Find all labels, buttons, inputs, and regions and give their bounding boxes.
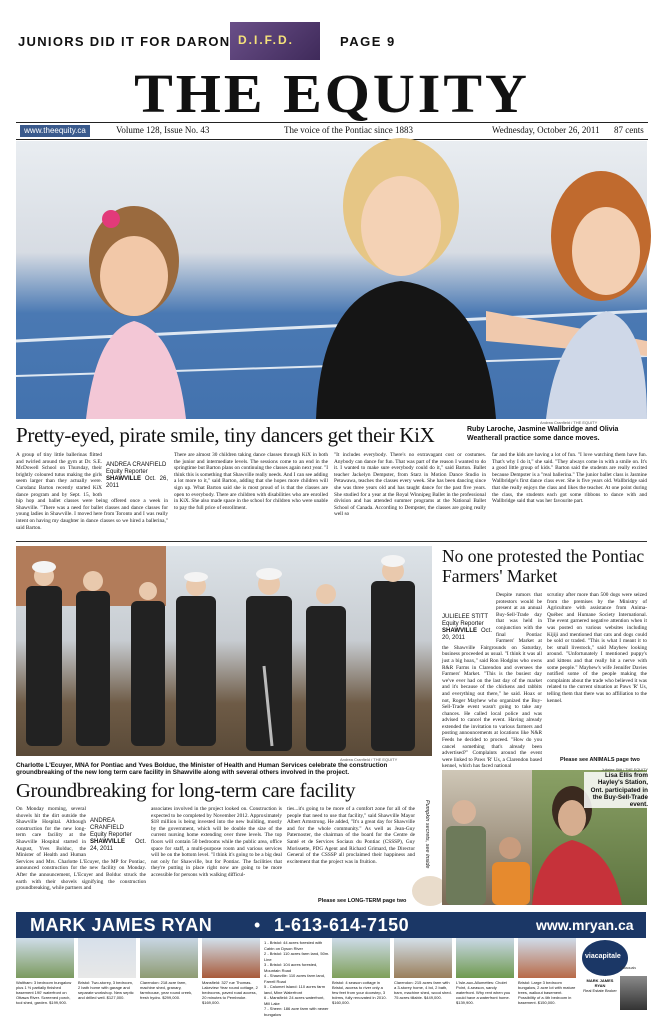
listing-photo-4[interactable] [202, 938, 260, 978]
market-figures [442, 770, 532, 905]
website-link[interactable]: www.theequity.ca [20, 125, 90, 137]
listing-text-6: Clarendon: 215 acres farm with a 3-storey home, 4 bd, 2 bath, barn, machine shed, wood shed. 75 acres tillable. $449,000. [394, 980, 452, 1000]
story2-byline [90, 818, 146, 853]
pumpkin-sidebar[interactable] [418, 800, 432, 886]
story3-byline-name: JULIELEE STITT [442, 614, 489, 620]
story3-col1 [442, 592, 542, 770]
market-caption: Lisa Ellis from Hayley's Station, Ont. participated in the Buy-Sell-Trade event. [584, 772, 648, 808]
story2-byline-place: SHAWVILLE [90, 839, 126, 845]
story1-byline [106, 462, 168, 490]
viacapitale-logo [582, 940, 628, 976]
listing-text-7: L'Isle-aux-Allumettes: Cholet Point, 4-season, sandy waterfront. Why rent when you could have a waterfront home. $139,900. [456, 980, 511, 1005]
issue-date: Wednesday, October 26, 2011 [492, 125, 600, 135]
listing-text-5: Bristol: 4 season cottage in Bristol, access to river only a few feet from your doorstep, 3 bdrms, fully renovated in 2010. $160,000. [332, 980, 387, 1005]
story3-byline-date: Oct. 20, 2011 [442, 628, 492, 641]
land-item: 6 - Mansfield: 24 acres waterfront, Mill Lake [264, 995, 325, 1006]
land-item: 2 - Bristol: 110 acres farm land, 50m. Line [264, 951, 330, 962]
info-bar [16, 122, 648, 140]
listing-text-2: Bristol: Two-storey, 3 bedroom, 2 bath home with garage and separate workshop. New septic and drilled well. $127,000. [78, 980, 134, 1000]
land-item: 7 - Sheen: 186 acre farm with newer bungalow [264, 1006, 329, 1017]
realtor-ad-banner[interactable] [16, 912, 646, 938]
agent-avatar [620, 976, 647, 1010]
listing-text-1: Waltham: 3 bedroom bungalow plus 1 ½ partially finished basement 190' waterfront on Ottawa River. Screened porch, tool shed, garden. $199,900. [16, 980, 72, 1005]
story1-col2: There are almost 30 children taking dance classes through KiX in both the junior and intermediate levels. The sessions come to an end in the springtime but Barton plans on continuing the classes again next year. "I think this is something that Shawville really needs. And I can see adding a lot more to it," said Barton, adding that she hopes more children will sign up. What Barton said she is most proud of is that the classes are open to everybody. There are children with disabilities who are enrolled in KiX. She also made space in the school for children who were unable to pay the full price of enrollment. [174, 452, 328, 511]
masthead: THE EQUITY [134, 62, 530, 125]
listing-text-3: Clarendon: 218 acre farm, machine shed, granary, farmhouse, year round creek, fresh hydro. $299,000. [140, 980, 193, 1000]
officials-illustration [16, 546, 432, 756]
land-item: 3 - Bristol: 104 acres forested, Mountain Road [264, 962, 318, 973]
ad-agent-title: Real Estate Broker [583, 988, 617, 993]
story1-col1-text: A group of tiny little ballerinas flitted and twirled around the gym at Dr. S.E. McDowell School on Thursday, their brightly coloured tutus making the girls seem larger than they actually were. Cursdanz Barton recently started KiX dance program and by Sept. 15, both hip hop and ballet classes were being offered once a week in Shawville. "There was a need for ballet classes and dance classes for young ladies in Shawville. I moved here from Toronto and I was really intent on having my daughter in dance classes so we hired a ballerina," said Barton. [16, 452, 168, 531]
story3-headline[interactable]: No one protested the Pontiac Farmers' Market [442, 546, 645, 586]
land-item: 1 - Bristol: 44 acres forested with Cabin on Dyson River [264, 940, 323, 951]
groundbreaking-caption: Charlotte L'Ecuyer, MNA for Pontiac and Yves Bolduc, the Minister of Health and Human Services celebrate the construction groundbreaking of the new long term care facility in Shawville along with several others involved in the project. [16, 762, 388, 777]
market-photo-1 [442, 770, 532, 905]
story2-col1 [16, 806, 146, 908]
story1-byline-date: Oct. 26, 2011 [106, 476, 169, 489]
groundbreaking-photo [16, 546, 432, 756]
price: 87 cents [614, 125, 644, 135]
ad-bullet: • [254, 915, 261, 935]
listing-photo-8[interactable] [518, 938, 576, 978]
story3-col1-text: Despite rumors that protestors would be present at an annual Buy-Sell-Trade day that was held in conjunction with the final Pontiac Farmers' Market at the Shawville Fairgrounds on Saturday, business proceeded as usual. "I think it was all just a big hoax," said Ron Hodgins who owns R&R Farms in Clarendon and oversees the Farmers' Market. "This is the busiest day we've ever had on the last day of the market and it's because of the chickens and rabbits and everything out there," he said. Hoax or not, Roger Mayhew who organized the Buy-Sell-Trade event wasn't going to take any chances. He called local police and was advised to cancel the event. Having already extended the invitation to various farmers and posting announcements at locations like N&R Feeds he decided to proceed. "How do you cancel something that's already been advertised?" Complaints around the event were linked to Paws 'R' Us, a Clarendon based kennel, which has faced national [442, 592, 542, 770]
dancers-illustration [16, 141, 647, 419]
brand-name: viacapitale [585, 953, 621, 960]
land-item: 4 - Shawville: 110 acres farm land, Farrell Road [264, 973, 326, 984]
promo-left[interactable]: JUNIORS DID IT FOR DARON [18, 34, 231, 49]
volume-issue: Volume 128, Issue No. 43 [116, 125, 210, 135]
listing-text-8: Bristol: Large 3 bedroom bungalow, 2 acre lot with mature trees, walkout basement. Possibility of a 4th bedroom in basement. $150,000. [518, 980, 576, 1005]
promo-bar [18, 22, 644, 62]
land-item: 5 - Calumet Island: 110 acres farm land, Mine Waterfront [264, 984, 326, 995]
listing-photo-5[interactable] [332, 938, 390, 978]
story2-continued[interactable]: Please see LONG-TERM page two [318, 898, 407, 904]
listing-photo-3[interactable] [140, 938, 198, 978]
ad-agent-block [582, 978, 618, 993]
story3-byline-title: Equity Reporter [442, 621, 484, 627]
listing-text-4: Mansfield: 327 rue Thomas. Lakeview Year round cottage, 2 bedrooms, paved road access, 20 minutes to Pembroke. $169,000. [202, 980, 258, 1005]
story3-byline-place: SHAWVILLE [442, 628, 478, 634]
tagline: The voice of the Pontiac since 1883 [284, 125, 413, 135]
listing-photo-6[interactable] [394, 938, 452, 978]
listing-photo-7[interactable] [456, 938, 514, 978]
ad-website[interactable]: www.mryan.ca [536, 917, 634, 933]
market-photo-credit: Julielee Stitt / THE EQUITY [601, 768, 648, 772]
promo-page[interactable]: PAGE 9 [340, 34, 396, 49]
story1-col4: far and the kids are having a lot of fun. "I love watching them have fun. That's why I do it," she said. "They always come in with a smile on. It's a good little group of kids." Barton said the students are really excited because Dempster is a "real ballerina." The junior ballet class is Jasmine Wallbridge's first dance class ever. She is five years old. Wallbridge said that she really enjoys the class and likes the teacher. At one point during the class, the students each got some ribbons to dance with and Wallbridge said that was her favourite part. [492, 452, 647, 505]
story3-byline [442, 614, 492, 642]
land-list [264, 940, 330, 1018]
story2-byline-title: Equity Reporter [90, 832, 132, 838]
story2-col3: ties...it's going to be more of a comfort zone for all of the people that need to use that facility," said Shawville Mayor Albert Armstrong. He added, "It's a great day for Shawville and for the whole community." As well as Jean-Guy Paternoster, the chairman of the board for the Centre de Santé et de Services Sociaux du Pontiac (CSSSP), Guy Morissette, PDG Agent and Richard Grimard, the Director General of the CSSSP all proclaimed their happiness and excitement that the project was in fruition. [287, 806, 415, 865]
story2-col1-text: On Monday morning, several shovels hit the dirt outside the Shawville Hospital. Although construction for the new long-term care facility at the Shawville Hospital started in August, Yves Bolduc, the Minister of Health and Human Services and Mrs. Charlotte L'Ecuyer, the MP for Pontiac, announced construction for the new facility on Monday. After the announcement, L'Ecuyer and Bolduc struck the earth with their shovels signifying the construction groundbreaking, while partners and [16, 806, 146, 892]
story1-col1 [16, 452, 168, 538]
pumpkin-sidebar-text: Pumpkin secrets, see inside [424, 800, 430, 869]
story3-col2: scrutiny after more than 500 dogs were seized from the premises by the Ministry of Agriculture with assistance from Anima-Québec and Humane Society International. The event garnered negative attention when it was posted on various websites including Kijiji and mentioned that cats and dogs could be sold or traded. "This is what I meant it to be: small livestock," said Mayhew looking around. "Unfortunately I mentioned puppy's and kittens and that really hit a nerve with some people." Mayhew's wife Jennifer Davies notified some of the people making the complaints about the trade who believed it was related to the current situation at Paws 'R' Us, telling them that there was no affiliation to the kennel. [547, 592, 647, 704]
story2-byline-name: ANDREA CRANFIELD [90, 818, 125, 831]
dancers-photo-credit: Andrea Cranfield / THE EQUITY [540, 420, 598, 425]
groundbreaking-photo-credit: Andrea Cranfield / THE EQUITY [340, 757, 398, 762]
ad-region: Outaouais [620, 966, 636, 970]
story1-byline-name: ANDREA CRANFIELD [106, 462, 167, 468]
story2-col2: associates involved in the project looked on. Construction is expected to be completed by November 2012. Approximately $18 million is being invested into the new building, mostly by the government, which will be double the size of the current nursing home extending over three levels. The top floors will contain 50 bedrooms while the public area, office space for staff, a multi-purpose room and various services will be on the bottom level. "I think it's going to be a big deal not only for Shawville, but for Pontiac. The facilities that they're putting in place right now are going to be more accessible for persons with walking difficul- [151, 806, 282, 878]
story1-headline[interactable]: Pretty-eyed, pirate smile, tiny dancers get their KiX [16, 423, 435, 447]
listing-photo-2[interactable] [78, 938, 136, 978]
ad-agent-name: MARK JAMES RYAN [30, 915, 213, 935]
story1-col3: "It includes everybody. There's no extravagant cost or costumes. Anybody can dance for fun. That was part of the reason I wanted to do it. I wanted to make sure everybody could do it," said Barton. Ballet teacher Jackelyn Dempster, from Starz in Motion Dance Studio in Petawawa, teaches the classes every week. She has been dancing since she was three years old and has taught dance for the past five years. She studied for a year at the Royal Winnipeg Ballet in the professional division and has attended summer programs at the National Ballet School of Canada. According to Dempster, the classes are going really well so [334, 452, 486, 518]
story3-continued[interactable]: Please see ANIMALS page two [560, 757, 640, 763]
dancers-photo [16, 141, 647, 419]
story2-byline-date: Oct. 24, 2011 [90, 839, 146, 852]
story1-byline-place: SHAWVILLE [106, 476, 142, 482]
promo-thumb-text: D.I.F.D. [238, 33, 295, 47]
promo-thumbnail[interactable] [230, 22, 320, 60]
divider [16, 541, 647, 542]
dancers-caption: Ruby Laroche, Jasmine Wallbridge and Olivia Weatherall practice some dance moves. [467, 426, 619, 442]
ad-agent-name-small: MARK JAMES RYAN [586, 978, 614, 988]
ad-phone[interactable]: 1-613-614-7150 [274, 915, 410, 935]
story1-byline-title: Equity Reporter [106, 469, 148, 475]
story2-headline[interactable]: Groundbreaking for long-term care facility [16, 780, 356, 802]
listing-photo-1[interactable] [16, 938, 74, 978]
